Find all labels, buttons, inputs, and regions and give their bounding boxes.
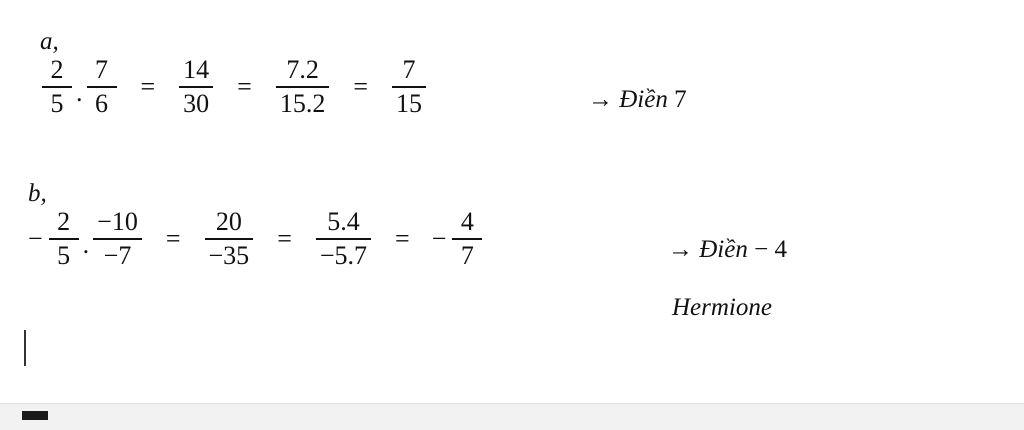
fraction-bar	[392, 86, 426, 88]
part-label-a: a,	[40, 28, 59, 55]
fraction-bar	[316, 238, 371, 240]
text-caret	[24, 330, 26, 366]
answer-note-a	[588, 86, 687, 114]
fraction-a-operand1: $\frac{2}{5}$	[42, 56, 72, 118]
fraction-b-result2: $\frac{5.4}{-5.7}$	[316, 208, 371, 270]
part-label-b: b,	[28, 180, 47, 207]
fraction-b-operand1: $\frac{2}{5}$	[49, 208, 79, 270]
fraction-a-operand2: $\frac{7}{6}$	[87, 56, 117, 118]
fraction-bar	[49, 238, 79, 240]
signature-text: Hermione	[672, 294, 772, 321]
multiply-operator-a: .	[76, 78, 83, 108]
equals-sign-b-1: =	[165, 224, 181, 254]
bottom-mark	[22, 411, 48, 420]
fraction-bar	[452, 238, 482, 240]
answer-note-b-word: Điền	[699, 236, 748, 263]
equals-sign-a-3: =	[353, 72, 369, 102]
fraction-bar	[87, 86, 117, 88]
answer-note-b-value: − 4	[754, 236, 787, 263]
answer-note-b	[668, 236, 787, 264]
fraction-b-result3: $\frac{4}{7}$	[452, 208, 482, 270]
equals-sign-b-2: =	[277, 224, 292, 254]
equation-row-a	[40, 56, 428, 118]
fraction-bar	[179, 86, 213, 88]
leading-minus-sign-b: −	[28, 224, 43, 254]
bottom-strip	[0, 403, 1024, 430]
arrow-icon: →	[588, 86, 613, 113]
equation-row-b	[28, 208, 484, 270]
fraction-bar	[276, 86, 330, 88]
fraction-a-result3: $\frac{7}{15}$	[392, 56, 426, 118]
result-minus-sign-b: −	[431, 224, 447, 254]
fraction-b-result1: $\frac{20}{-35}$	[205, 208, 254, 270]
answer-note-a-word: Điền	[619, 86, 668, 113]
fraction-bar	[42, 86, 72, 88]
fraction-a-result2: $\frac{7.2}{15.2}$	[276, 56, 330, 118]
equals-sign-a-2: =	[237, 72, 252, 102]
equals-sign-b-3: =	[395, 224, 410, 254]
multiply-operator-b: .	[82, 230, 90, 260]
fraction-bar	[205, 238, 254, 240]
equals-sign-a-1: =	[140, 72, 156, 102]
fraction-b-operand2: $\frac{-10}{-7}$	[93, 208, 142, 270]
fraction-a-result1: $\frac{14}{30}$	[179, 56, 213, 118]
arrow-icon: →	[668, 236, 693, 263]
fraction-bar	[93, 238, 142, 240]
answer-note-a-value: 7	[674, 86, 687, 113]
